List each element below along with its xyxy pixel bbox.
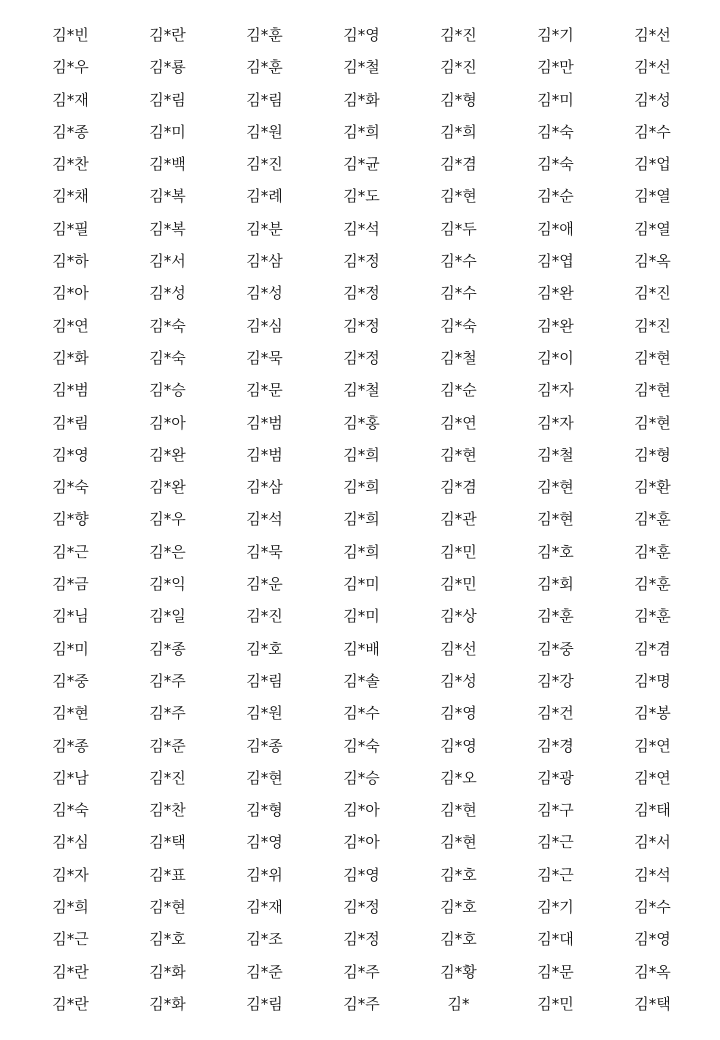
name-cell: 김*희 [52, 898, 89, 917]
name-cell: 김*란 [52, 962, 89, 981]
name-cell: 김*훈 [634, 510, 671, 529]
name-cell: 김*자 [537, 381, 574, 400]
name-cell: 김*미 [537, 90, 574, 109]
name-cell: 김*봉 [634, 704, 671, 723]
name-cell: 김*근 [52, 542, 89, 561]
name-cell: 김*명 [634, 671, 671, 690]
name-cell: 김*숙 [52, 478, 89, 497]
name-cell: 김*석 [246, 510, 283, 529]
name-cell: 김*민 [537, 994, 574, 1013]
name-cell: 김*금 [52, 575, 89, 594]
name-cell: 김*홍 [343, 413, 380, 432]
name-cell: 김*주 [149, 671, 186, 690]
name-cell: 김*아 [343, 833, 380, 852]
name-cell: 김* [447, 994, 470, 1013]
name-cell: 김*현 [246, 768, 283, 787]
name-cell: 김*선 [440, 639, 477, 658]
name-cell: 김*림 [246, 90, 283, 109]
name-cell: 김*남 [52, 768, 89, 787]
name-cell: 김*란 [52, 994, 89, 1013]
name-cell: 김*조 [246, 930, 283, 949]
name-cell: 김*순 [537, 187, 574, 206]
name-cell: 김*숙 [343, 736, 380, 755]
name-cell: 김*수 [440, 284, 477, 303]
name-cell: 김*미 [149, 122, 186, 141]
name-cell: 김*중 [537, 639, 574, 658]
name-cell: 김*영 [246, 833, 283, 852]
name-cell: 김*란 [149, 26, 186, 44]
name-cell: 김*림 [246, 994, 283, 1013]
name-cell: 김*연 [440, 413, 477, 432]
name-cell: 김*영 [634, 930, 671, 949]
name-cell: 김*이 [537, 348, 574, 367]
name-cell: 김*숙 [52, 801, 89, 820]
name-cell: 김*엽 [537, 252, 574, 271]
name-cell: 김*향 [52, 510, 89, 529]
name-cell: 김*성 [246, 284, 283, 303]
name-cell: 김*하 [52, 252, 89, 271]
name-cell: 김*애 [537, 219, 574, 238]
name-cell: 김*현 [440, 187, 477, 206]
name-cell: 김*례 [246, 187, 283, 206]
name-cell: 김*숙 [537, 155, 574, 174]
name-cell: 김*관 [440, 510, 477, 529]
name-cell: 김*민 [440, 542, 477, 561]
name-cell: 김*옥 [634, 252, 671, 271]
name-cell: 김*삼 [246, 478, 283, 497]
name-cell: 김*완 [537, 284, 574, 303]
name-cell: 김*택 [634, 994, 671, 1013]
name-cell: 김*종 [246, 736, 283, 755]
name-cell: 김*희 [440, 122, 477, 141]
name-cell: 김*영 [343, 26, 380, 44]
name-cell: 김*림 [246, 671, 283, 690]
name-cell: 김*림 [52, 413, 89, 432]
name-cell: 김*철 [537, 445, 574, 464]
name-cell: 김*진 [149, 768, 186, 787]
name-cell: 김*영 [440, 736, 477, 755]
name-cell: 김*형 [246, 801, 283, 820]
name-cell: 김*현 [537, 510, 574, 529]
name-cell: 김*성 [149, 284, 186, 303]
name-cell: 김*희 [343, 445, 380, 464]
name-cell: 김*아 [343, 801, 380, 820]
name-cell: 김*영 [52, 445, 89, 464]
name-cell: 김*현 [440, 833, 477, 852]
name-grid [0, 19, 720, 1020]
name-cell: 김*희 [343, 510, 380, 529]
name-cell: 김*현 [440, 801, 477, 820]
name-cell: 김*태 [634, 801, 671, 820]
name-cell: 김*수 [634, 898, 671, 917]
name-cell: 김*겸 [440, 478, 477, 497]
name-cell: 김*건 [537, 704, 574, 723]
name-cell: 김*원 [246, 122, 283, 141]
name-cell: 김*룡 [149, 58, 186, 77]
name-cell: 김*철 [440, 348, 477, 367]
name-cell: 김*재 [246, 898, 283, 917]
name-cell: 김*희 [343, 478, 380, 497]
name-cell: 김*겸 [440, 155, 477, 174]
name-cell: 김*솔 [343, 671, 380, 690]
name-cell: 김*오 [440, 768, 477, 787]
name-cell: 김*석 [634, 865, 671, 884]
name-cell: 김*문 [537, 962, 574, 981]
name-cell: 김*겸 [634, 639, 671, 658]
name-cell: 김*훈 [634, 607, 671, 626]
name-cell: 김*옥 [634, 962, 671, 981]
name-cell: 김*현 [149, 898, 186, 917]
name-cell: 김*상 [440, 607, 477, 626]
name-cell: 김*주 [343, 962, 380, 981]
name-cell: 김*주 [149, 704, 186, 723]
name-cell: 김*열 [634, 187, 671, 206]
name-cell: 김*회 [537, 575, 574, 594]
name-cell: 김*화 [52, 348, 89, 367]
name-cell: 김*묵 [246, 542, 283, 561]
name-cell: 김*승 [343, 768, 380, 787]
name-cell: 김*완 [537, 316, 574, 335]
name-cell: 김*종 [149, 639, 186, 658]
name-cell: 김*백 [149, 155, 186, 174]
name-cell: 김*우 [52, 58, 89, 77]
name-cell: 김*화 [343, 90, 380, 109]
name-cell: 김*표 [149, 865, 186, 884]
name-cell: 김*진 [246, 155, 283, 174]
name-cell: 김*빈 [52, 26, 89, 44]
name-cell: 김*호 [149, 930, 186, 949]
name-cell: 김*준 [149, 736, 186, 755]
name-cell: 김*진 [246, 607, 283, 626]
name-cell: 김*익 [149, 575, 186, 594]
name-cell: 김*묵 [246, 348, 283, 367]
name-cell: 김*황 [440, 962, 477, 981]
name-cell: 김*기 [537, 898, 574, 917]
name-cell: 김*수 [634, 122, 671, 141]
name-cell: 김*위 [246, 865, 283, 884]
name-cell: 김*훈 [537, 607, 574, 626]
name-cell: 김*정 [343, 284, 380, 303]
name-cell: 김*호 [440, 898, 477, 917]
name-cell: 김*성 [634, 90, 671, 109]
name-cell: 김*준 [246, 962, 283, 981]
name-cell: 김*광 [537, 768, 574, 787]
name-cell: 김*미 [343, 607, 380, 626]
name-cell: 김*기 [537, 26, 574, 44]
name-cell: 김*만 [537, 58, 574, 77]
name-cell: 김*종 [52, 122, 89, 141]
name-cell: 김*미 [343, 575, 380, 594]
name-cell: 김*연 [634, 736, 671, 755]
name-cell: 김*철 [343, 58, 380, 77]
name-cell: 김*분 [246, 219, 283, 238]
name-cell: 김*아 [52, 284, 89, 303]
name-cell: 김*서 [634, 833, 671, 852]
name-cell: 김*정 [343, 930, 380, 949]
name-cell: 김*범 [52, 381, 89, 400]
name-cell: 김*희 [343, 122, 380, 141]
name-cell: 김*자 [52, 865, 89, 884]
name-cell: 김*화 [149, 994, 186, 1013]
name-cell: 김*경 [537, 736, 574, 755]
name-cell: 김*훈 [246, 58, 283, 77]
name-cell: 김*필 [52, 219, 89, 238]
name-cell: 김*근 [537, 833, 574, 852]
name-cell: 김*균 [343, 155, 380, 174]
name-cell: 김*현 [634, 381, 671, 400]
name-cell: 김*철 [343, 381, 380, 400]
name-cell: 김*중 [52, 671, 89, 690]
name-cell: 김*재 [52, 90, 89, 109]
name-cell: 김*수 [440, 252, 477, 271]
name-cell: 김*운 [246, 575, 283, 594]
name-cell: 김*호 [440, 930, 477, 949]
name-cell: 김*찬 [149, 801, 186, 820]
name-cell: 김*석 [343, 219, 380, 238]
name-cell: 김*정 [343, 252, 380, 271]
name-cell: 김*서 [149, 252, 186, 271]
name-cell: 김*선 [634, 58, 671, 77]
name-cell: 김*숙 [149, 348, 186, 367]
name-cell: 김*근 [537, 865, 574, 884]
name-cell: 김*순 [440, 381, 477, 400]
name-cell: 김*진 [634, 316, 671, 335]
name-cell: 김*영 [440, 704, 477, 723]
name-cell: 김*승 [149, 381, 186, 400]
name-cell: 김*림 [149, 90, 186, 109]
name-cell: 김*채 [52, 187, 89, 206]
name-cell: 김*자 [537, 413, 574, 432]
name-cell: 김*문 [246, 381, 283, 400]
name-cell: 김*연 [52, 316, 89, 335]
name-cell: 김*택 [149, 833, 186, 852]
name-cell: 김*형 [440, 90, 477, 109]
name-cell: 김*성 [440, 671, 477, 690]
name-cell: 김*업 [634, 155, 671, 174]
name-cell: 김*심 [246, 316, 283, 335]
name-cell: 김*진 [440, 26, 477, 44]
name-cell: 김*진 [440, 58, 477, 77]
name-cell: 김*주 [343, 994, 380, 1013]
name-cell: 김*미 [52, 639, 89, 658]
name-cell: 김*삼 [246, 252, 283, 271]
name-cell: 김*두 [440, 219, 477, 238]
name-cell: 김*정 [343, 316, 380, 335]
name-cell: 김*현 [537, 478, 574, 497]
name-cell: 김*우 [149, 510, 186, 529]
name-cell: 김*진 [634, 284, 671, 303]
name-cell: 김*원 [246, 704, 283, 723]
name-cell: 김*호 [440, 865, 477, 884]
name-cell: 김*현 [634, 413, 671, 432]
name-cell: 김*열 [634, 219, 671, 238]
name-cell: 김*영 [343, 865, 380, 884]
name-cell: 김*환 [634, 478, 671, 497]
name-cell: 김*호 [246, 639, 283, 658]
name-cell: 김*은 [149, 542, 186, 561]
name-cell: 김*완 [149, 478, 186, 497]
name-cell: 김*훈 [634, 542, 671, 561]
name-cell: 김*숙 [149, 316, 186, 335]
name-cell: 김*민 [440, 575, 477, 594]
name-cell: 김*심 [52, 833, 89, 852]
name-cell: 김*범 [246, 413, 283, 432]
name-cell: 김*근 [52, 930, 89, 949]
name-cell: 김*수 [343, 704, 380, 723]
name-cell: 김*종 [52, 736, 89, 755]
name-cell: 김*숙 [440, 316, 477, 335]
name-cell: 김*훈 [634, 575, 671, 594]
name-cell: 김*선 [634, 26, 671, 44]
name-cell: 김*님 [52, 607, 89, 626]
name-cell: 김*아 [149, 413, 186, 432]
name-cell: 김*정 [343, 898, 380, 917]
name-cell: 김*강 [537, 671, 574, 690]
name-cell: 김*숙 [537, 122, 574, 141]
name-cell: 김*완 [149, 445, 186, 464]
name-cell: 김*현 [440, 445, 477, 464]
name-cell: 김*구 [537, 801, 574, 820]
name-cell: 김*범 [246, 445, 283, 464]
name-cell: 김*화 [149, 962, 186, 981]
name-cell: 김*배 [343, 639, 380, 658]
name-cell: 김*일 [149, 607, 186, 626]
name-cell: 김*형 [634, 445, 671, 464]
name-cell: 김*복 [149, 219, 186, 238]
name-cell: 김*호 [537, 542, 574, 561]
name-cell: 김*도 [343, 187, 380, 206]
name-cell: 김*훈 [246, 26, 283, 44]
name-cell: 김*현 [52, 704, 89, 723]
name-cell: 김*연 [634, 768, 671, 787]
name-cell: 김*찬 [52, 155, 89, 174]
name-cell: 김*희 [343, 542, 380, 561]
name-cell: 김*정 [343, 348, 380, 367]
name-cell: 김*복 [149, 187, 186, 206]
name-cell: 김*대 [537, 930, 574, 949]
name-cell: 김*현 [634, 348, 671, 367]
